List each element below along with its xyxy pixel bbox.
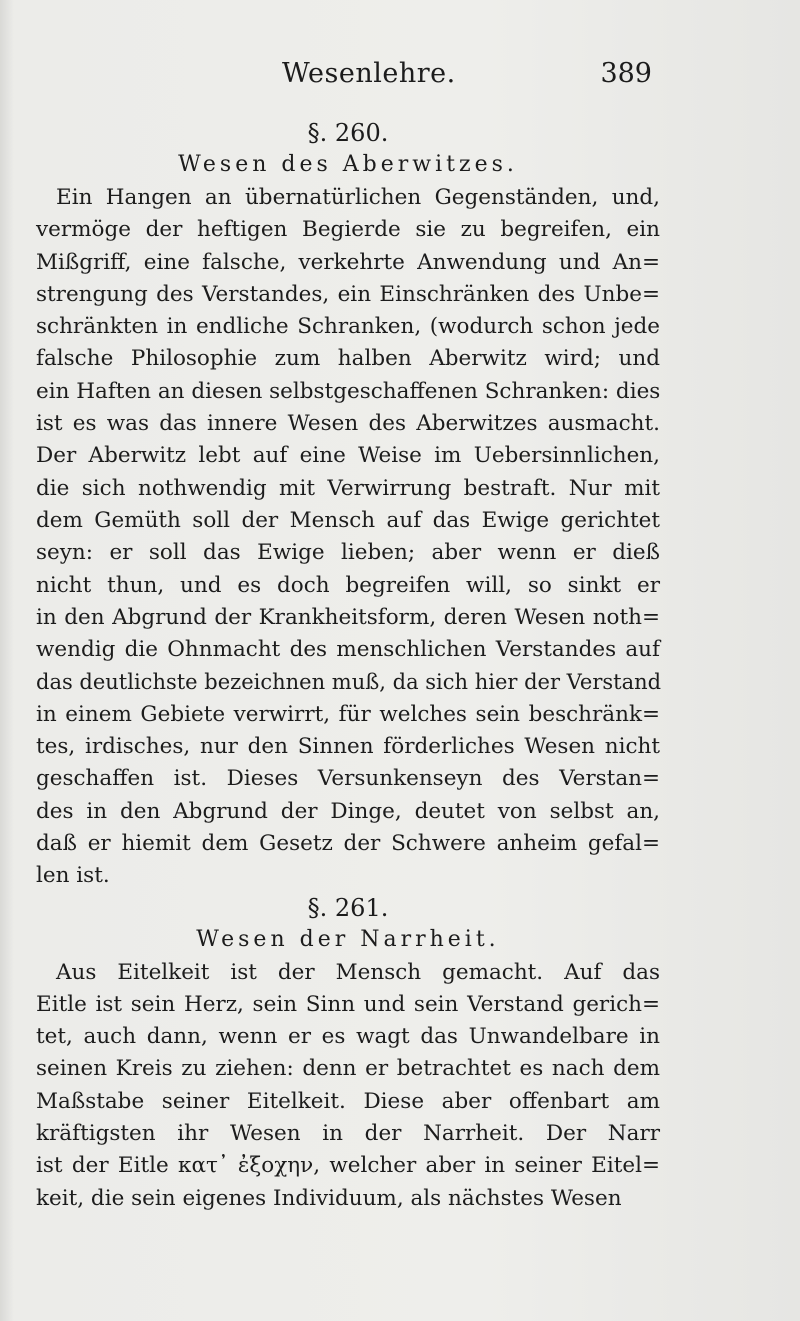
text-line: geschaffen ist. Dieses Versunkenseyn des Verstan=: [36, 766, 660, 792]
text-line: nicht thun, und es doch begreifen will, so sinkt er: [36, 572, 660, 598]
text-line: Ein Hangen an übernatürlichen Gegenständen, und,: [56, 185, 660, 210]
text-line: Eitle ist sein Herz, sein Sinn und sein Verstand gerich=: [36, 991, 660, 1017]
text-line: strengung des Verstandes, ein Einschränken des Unbe=: [36, 281, 660, 307]
text-line: ist es was das innere Wesen des Aberwitzes ausmacht.: [36, 411, 660, 437]
text-line: ist der Eitle κατ᾽ ἐξοχην, welcher aber in seiner Eitel=: [36, 1153, 660, 1179]
section-paragraph: [36, 957, 660, 1215]
text-line: tes, irdisches, nur den Sinnen förderliches Wesen nicht: [36, 734, 660, 760]
text-line: des in den Abgrund der Dinge, deutet von selbst an,: [36, 798, 660, 824]
text-line: Mißgriff, eine falsche, verkehrte Anwendung und An=: [36, 249, 660, 275]
text-line: Der Aberwitz lebt auf eine Weise im Uebersinnlichen,: [36, 443, 660, 469]
text-line: vermöge der heftigen Begierde sie zu begreifen, ein: [36, 217, 660, 243]
text-line: in einem Gebiete verwirrt, für welches sein beschränk=: [36, 701, 660, 727]
text-line: tet, auch dann, wenn er es wagt das Unwandelbare in: [36, 1024, 660, 1050]
running-head: Wesenlehre.: [282, 58, 456, 89]
text-line: in den Abgrund der Krankheitsform, deren Wesen noth=: [36, 604, 660, 630]
text-line: len ist.: [36, 863, 110, 889]
page-number: 389: [600, 58, 652, 89]
section-title: Wesen der Narrheit.: [196, 926, 500, 952]
text-line: wendig die Ohnmacht des menschlichen Verstandes auf: [36, 637, 660, 663]
section-261: [36, 893, 660, 1215]
body-text: [36, 118, 660, 1215]
text-line: daß er hiemit dem Gesetz der Schwere anheim gefal=: [36, 830, 660, 856]
text-line: schränkten in endliche Schranken, (wodurch schon jede: [36, 314, 660, 340]
section-number: §. 261.: [307, 893, 389, 922]
text-line: seyn: er soll das Ewige lieben; aber wenn er dieß: [36, 540, 660, 566]
text-line: Aus Eitelkeit ist der Mensch gemacht. Auf das: [56, 959, 660, 985]
section-number: §. 260.: [307, 119, 389, 147]
section-title: Wesen des Aberwitzes.: [178, 152, 518, 177]
text-line: ein Haften an diesen selbstgeschaffenen Schranken: dies: [36, 378, 661, 404]
section-260: [36, 118, 660, 893]
text-line: Maßstabe seiner Eitelkeit. Diese aber offenbart am: [36, 1088, 660, 1114]
page-header: [0, 58, 800, 98]
text-line: das deutlichste bezeichnen muß, da sich hier der Verstand: [36, 670, 662, 695]
text-line: falsche Philosophie zum halben Aberwitz wird; und: [36, 346, 660, 372]
text-line: die sich nothwendig mit Verwirrung bestraft. Nur mit: [36, 475, 660, 501]
text-line: dem Gemüth soll der Mensch auf das Ewige gerichtet: [36, 507, 660, 533]
text-line: keit, die sein eigenes Individuum, als nächstes Wesen: [36, 1185, 622, 1211]
text-line: seinen Kreis zu ziehen: denn er betrachtet es nach dem: [36, 1056, 660, 1082]
text-line: kräftigsten ihr Wesen in der Narrheit. Der Narr: [36, 1121, 660, 1147]
section-paragraph: [36, 182, 660, 893]
